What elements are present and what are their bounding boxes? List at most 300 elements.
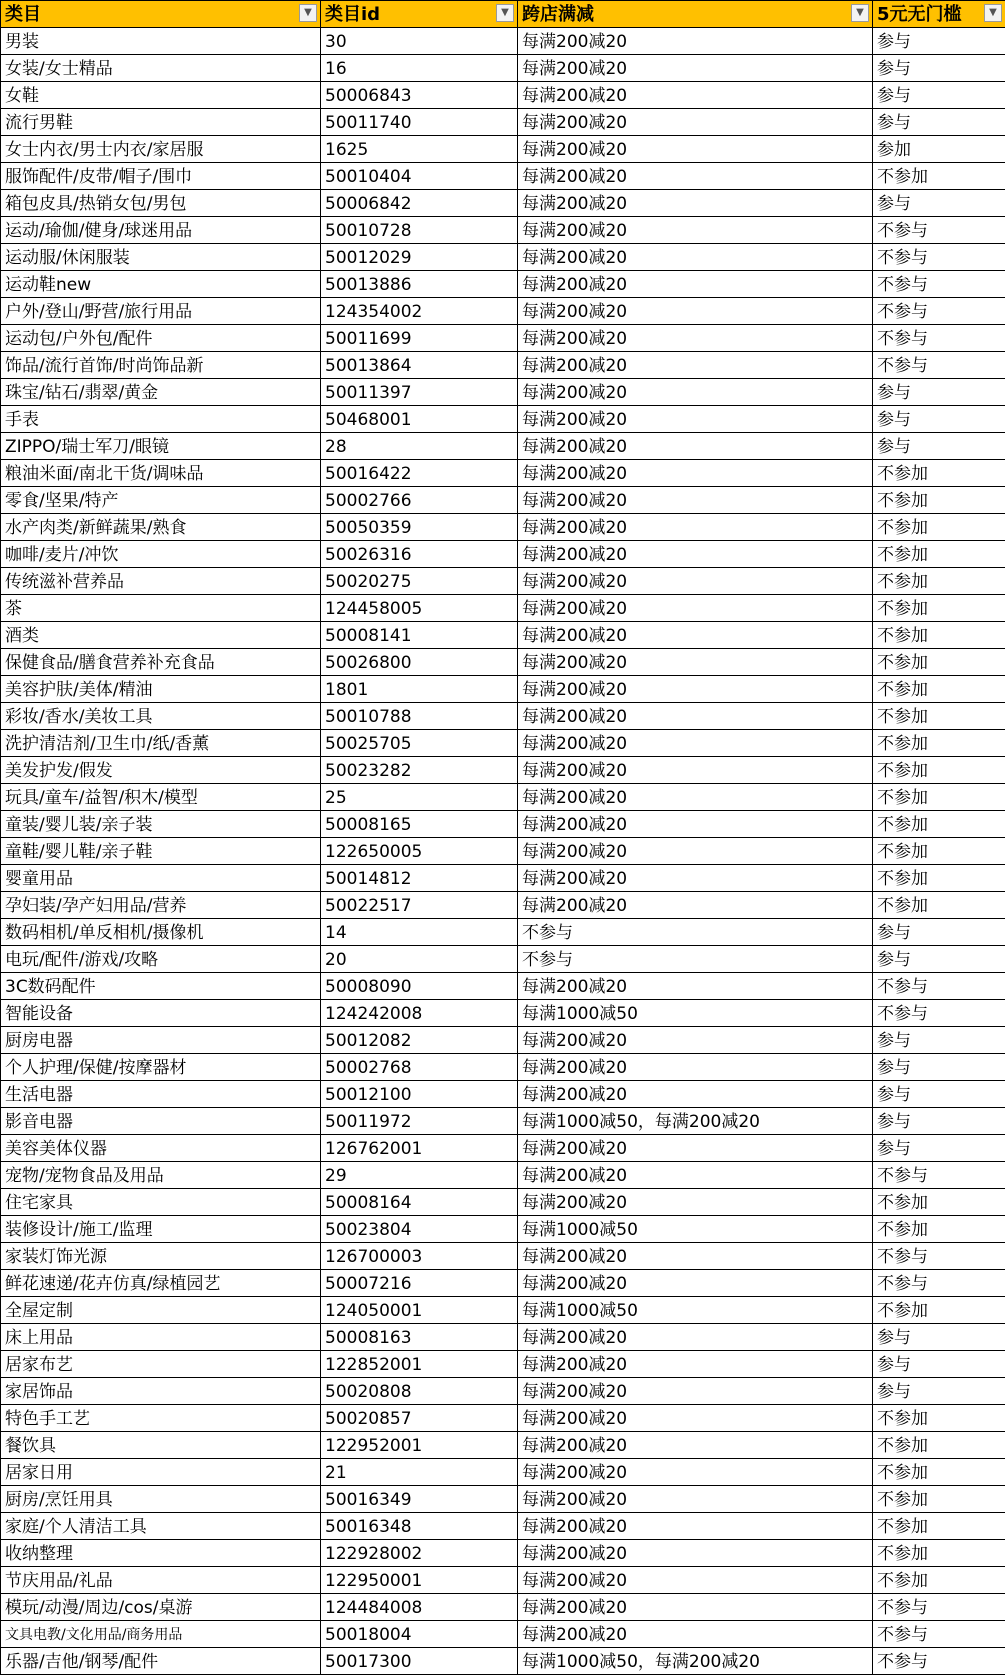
cell-discount[interactable]: 每满200减20	[518, 163, 873, 190]
cell-category-id[interactable]: 1801	[321, 676, 518, 703]
cell-category[interactable]: 酒类	[1, 622, 321, 649]
cell-category-id[interactable]: 122952001	[321, 1432, 518, 1459]
cell-category-id[interactable]: 124458005	[321, 595, 518, 622]
cell-discount[interactable]: 每满200减20	[518, 379, 873, 406]
cell-coupon[interactable]: 参加	[873, 136, 1005, 163]
cell-category[interactable]: 饰品/流行首饰/时尚饰品新	[1, 352, 321, 379]
cell-coupon[interactable]: 参与	[873, 55, 1005, 82]
cell-category-id[interactable]: 122950001	[321, 1567, 518, 1594]
cell-category-id[interactable]: 50012029	[321, 244, 518, 271]
cell-category[interactable]: 模玩/动漫/周边/cos/桌游	[1, 1594, 321, 1621]
cell-category-id[interactable]: 50016349	[321, 1486, 518, 1513]
cell-coupon[interactable]: 不参与	[873, 325, 1005, 352]
cell-category-id[interactable]: 50006842	[321, 190, 518, 217]
cell-coupon[interactable]: 参与	[873, 28, 1005, 55]
cell-discount[interactable]: 每满200减20	[518, 568, 873, 595]
cell-coupon[interactable]: 不参与	[873, 217, 1005, 244]
cell-discount[interactable]: 每满200减20	[518, 82, 873, 109]
cell-discount[interactable]: 每满200减20	[518, 595, 873, 622]
cell-discount[interactable]: 每满200减20	[518, 1081, 873, 1108]
cell-category[interactable]: 茶	[1, 595, 321, 622]
cell-coupon[interactable]: 不参加	[873, 757, 1005, 784]
cell-discount[interactable]: 每满200减20	[518, 298, 873, 325]
cell-coupon[interactable]: 不参加	[873, 460, 1005, 487]
table-row	[1, 1648, 1005, 1675]
cell-category[interactable]: 3C数码配件	[1, 973, 321, 1000]
cell-discount[interactable]: 每满200减20	[518, 1621, 873, 1648]
cell-discount[interactable]: 每满200减20	[518, 1162, 873, 1189]
cell-discount[interactable]: 每满200减20	[518, 487, 873, 514]
header-label: 类目id	[325, 4, 381, 25]
cell-discount[interactable]: 每满200减20	[518, 784, 873, 811]
cell-category-id[interactable]: 50011972	[321, 1108, 518, 1135]
cell-discount[interactable]: 每满200减20	[518, 730, 873, 757]
cell-discount[interactable]: 每满200减20	[518, 1270, 873, 1297]
cell-category[interactable]: 居家日用	[1, 1459, 321, 1486]
table-row	[1, 784, 1005, 811]
cell-category[interactable]: 装修设计/施工/监理	[1, 1216, 321, 1243]
table-row	[1, 244, 1005, 271]
table-row	[1, 1513, 1005, 1540]
cell-coupon[interactable]: 参与	[873, 946, 1005, 973]
cell-coupon[interactable]: 不参与	[873, 1621, 1005, 1648]
cell-category[interactable]: 女装/女士精品	[1, 55, 321, 82]
cell-coupon[interactable]: 不参加	[873, 1216, 1005, 1243]
cell-category-id[interactable]: 50016422	[321, 460, 518, 487]
cell-discount[interactable]: 每满200减20	[518, 1405, 873, 1432]
cell-coupon[interactable]: 不参加	[873, 163, 1005, 190]
cell-discount[interactable]: 每满200减20	[518, 244, 873, 271]
cell-coupon[interactable]: 不参加	[873, 865, 1005, 892]
cell-discount[interactable]: 每满200减20	[518, 622, 873, 649]
table-row	[1, 487, 1005, 514]
cell-discount[interactable]: 每满200减20	[518, 1594, 873, 1621]
cell-category[interactable]: 珠宝/钻石/翡翠/黄金	[1, 379, 321, 406]
table-row	[1, 757, 1005, 784]
cell-category-id[interactable]: 50006843	[321, 82, 518, 109]
cell-category-id[interactable]: 21	[321, 1459, 518, 1486]
cell-category-id[interactable]: 122852001	[321, 1351, 518, 1378]
cell-discount[interactable]: 每满200减20	[518, 703, 873, 730]
cell-discount[interactable]: 每满200减20	[518, 325, 873, 352]
cell-category[interactable]: 节庆用品/礼品	[1, 1567, 321, 1594]
cell-coupon[interactable]: 不参加	[873, 595, 1005, 622]
table-row	[1, 811, 1005, 838]
table-row	[1, 325, 1005, 352]
cell-category[interactable]: 美容护肤/美体/精油	[1, 676, 321, 703]
cell-coupon[interactable]: 参与	[873, 1027, 1005, 1054]
cell-category-id[interactable]: 50010728	[321, 217, 518, 244]
cell-discount[interactable]: 每满200减20	[518, 1567, 873, 1594]
cell-discount[interactable]: 每满200减20	[518, 109, 873, 136]
cell-coupon[interactable]: 不参加	[873, 838, 1005, 865]
table-row	[1, 28, 1005, 55]
cell-category-id[interactable]: 50020857	[321, 1405, 518, 1432]
table-row	[1, 1486, 1005, 1513]
cell-discount[interactable]: 每满200减20	[518, 136, 873, 163]
cell-category[interactable]: 家庭/个人清洁工具	[1, 1513, 321, 1540]
cell-category-id[interactable]: 29	[321, 1162, 518, 1189]
cell-discount[interactable]: 每满1000减50	[518, 1297, 873, 1324]
cell-category[interactable]: 箱包皮具/热销女包/男包	[1, 190, 321, 217]
table-row	[1, 919, 1005, 946]
cell-coupon[interactable]: 不参与	[873, 1648, 1005, 1675]
cell-discount[interactable]: 每满200减20	[518, 1027, 873, 1054]
table-row	[1, 568, 1005, 595]
cell-category[interactable]: 水产肉类/新鲜蔬果/熟食	[1, 514, 321, 541]
cell-category[interactable]: 女士内衣/男士内衣/家居服	[1, 136, 321, 163]
cell-discount[interactable]: 每满200减20	[518, 865, 873, 892]
header-row	[1, 1, 1005, 28]
cell-discount[interactable]: 每满1000减50，每满200减20	[518, 1108, 873, 1135]
cell-discount[interactable]: 每满200减20	[518, 190, 873, 217]
cell-coupon[interactable]: 不参加	[873, 784, 1005, 811]
table-row	[1, 352, 1005, 379]
cell-discount[interactable]: 每满200减20	[518, 811, 873, 838]
header-label: 跨店满减	[522, 4, 594, 25]
cell-category-id[interactable]: 50050359	[321, 514, 518, 541]
cell-discount[interactable]: 每满200减20	[518, 406, 873, 433]
cell-category-id[interactable]: 50026800	[321, 649, 518, 676]
cell-discount[interactable]: 每满1000减50	[518, 1216, 873, 1243]
cell-coupon[interactable]: 参与	[873, 1324, 1005, 1351]
cell-category[interactable]: 洗护清洁剂/卫生巾/纸/香薰	[1, 730, 321, 757]
cell-category-id[interactable]: 50020808	[321, 1378, 518, 1405]
cell-coupon[interactable]: 不参与	[873, 1162, 1005, 1189]
cell-category[interactable]: 咖啡/麦片/冲饮	[1, 541, 321, 568]
table-row	[1, 433, 1005, 460]
cell-category[interactable]: 家居饰品	[1, 1378, 321, 1405]
cell-category[interactable]: 女鞋	[1, 82, 321, 109]
cell-coupon[interactable]: 不参与	[873, 298, 1005, 325]
cell-category[interactable]: 文具电教/文化用品/商务用品	[1, 1621, 321, 1648]
cell-category[interactable]: 运动服/休闲服装	[1, 244, 321, 271]
table-row	[1, 217, 1005, 244]
table-row	[1, 1162, 1005, 1189]
cell-coupon[interactable]: 不参与	[873, 244, 1005, 271]
filter-dropdown-icon[interactable]: ▼	[496, 4, 514, 22]
cell-coupon[interactable]: 不参与	[873, 1270, 1005, 1297]
cell-coupon[interactable]: 参与	[873, 1081, 1005, 1108]
cell-category-id[interactable]: 50018004	[321, 1621, 518, 1648]
table-row	[1, 703, 1005, 730]
cell-discount[interactable]: 每满200减20	[518, 1135, 873, 1162]
cell-category[interactable]: 保健食品/膳食营养补充食品	[1, 649, 321, 676]
cell-category[interactable]: 运动鞋new	[1, 271, 321, 298]
cell-discount[interactable]: 每满200减20	[518, 541, 873, 568]
cell-discount[interactable]: 每满200减20	[518, 649, 873, 676]
cell-coupon[interactable]: 不参与	[873, 1000, 1005, 1027]
cell-discount[interactable]: 每满200减20	[518, 1054, 873, 1081]
table-row	[1, 1405, 1005, 1432]
cell-coupon[interactable]: 不参加	[873, 703, 1005, 730]
table-row	[1, 514, 1005, 541]
cell-category-id[interactable]: 50010788	[321, 703, 518, 730]
cell-category[interactable]: 服饰配件/皮带/帽子/围巾	[1, 163, 321, 190]
cell-category[interactable]: 住宅家具	[1, 1189, 321, 1216]
filter-dropdown-icon[interactable]: ▼	[984, 4, 1002, 22]
cell-coupon[interactable]: 不参加	[873, 649, 1005, 676]
cell-category[interactable]: 手表	[1, 406, 321, 433]
cell-category-id[interactable]: 122650005	[321, 838, 518, 865]
table-row	[1, 595, 1005, 622]
table-row	[1, 1135, 1005, 1162]
cell-discount[interactable]: 每满200减20	[518, 433, 873, 460]
cell-category-id[interactable]: 50008141	[321, 622, 518, 649]
table-row	[1, 298, 1005, 325]
table-row	[1, 1567, 1005, 1594]
table-row	[1, 1243, 1005, 1270]
cell-category[interactable]: 居家布艺	[1, 1351, 321, 1378]
table-row	[1, 1108, 1005, 1135]
cell-category-id[interactable]: 50014812	[321, 865, 518, 892]
table-row	[1, 1216, 1005, 1243]
cell-discount[interactable]: 每满200减20	[518, 1513, 873, 1540]
cell-category-id[interactable]: 50002768	[321, 1054, 518, 1081]
cell-coupon[interactable]: 参与	[873, 82, 1005, 109]
cell-discount[interactable]: 每满200减20	[518, 1432, 873, 1459]
cell-coupon[interactable]: 不参与	[873, 1594, 1005, 1621]
cell-category[interactable]: 童装/婴儿装/亲子装	[1, 811, 321, 838]
cell-discount[interactable]: 每满200减20	[518, 838, 873, 865]
cell-coupon[interactable]: 不参与	[873, 352, 1005, 379]
cell-category-id[interactable]: 50008164	[321, 1189, 518, 1216]
cell-category-id[interactable]: 50010404	[321, 163, 518, 190]
cell-category[interactable]: 床上用品	[1, 1324, 321, 1351]
cell-category-id[interactable]: 50008090	[321, 973, 518, 1000]
cell-category-id[interactable]: 50011740	[321, 109, 518, 136]
cell-category-id[interactable]: 124242008	[321, 1000, 518, 1027]
cell-category-id[interactable]: 50002766	[321, 487, 518, 514]
cell-category[interactable]: 美容美体仪器	[1, 1135, 321, 1162]
cell-category-id[interactable]: 1625	[321, 136, 518, 163]
header-category[interactable]	[1, 1, 321, 28]
cell-category[interactable]: 厨房/烹饪用具	[1, 1486, 321, 1513]
cell-coupon[interactable]: 不参加	[873, 622, 1005, 649]
cell-category[interactable]: 流行男鞋	[1, 109, 321, 136]
cell-discount[interactable]: 每满200减20	[518, 514, 873, 541]
cell-discount[interactable]: 每满200减20	[518, 1243, 873, 1270]
table-row	[1, 406, 1005, 433]
cell-category[interactable]: 户外/登山/野营/旅行用品	[1, 298, 321, 325]
table-row	[1, 55, 1005, 82]
cell-category[interactable]: ZIPPO/瑞士军刀/眼镜	[1, 433, 321, 460]
cell-category-id[interactable]: 126700003	[321, 1243, 518, 1270]
cell-category[interactable]: 个人护理/保健/按摩器材	[1, 1054, 321, 1081]
cell-coupon[interactable]: 参与	[873, 1351, 1005, 1378]
cell-discount[interactable]: 每满200减20	[518, 55, 873, 82]
cell-discount[interactable]: 每满1000减50	[518, 1000, 873, 1027]
cell-coupon[interactable]: 不参加	[873, 514, 1005, 541]
cell-category-id[interactable]: 16	[321, 55, 518, 82]
table-row	[1, 1351, 1005, 1378]
header-5yuan-coupon[interactable]	[873, 1, 1005, 28]
cell-discount[interactable]: 每满200减20	[518, 1189, 873, 1216]
table-row	[1, 730, 1005, 757]
cell-category[interactable]: 玩具/童车/益智/积木/模型	[1, 784, 321, 811]
cell-category[interactable]: 孕妇装/孕产妇用品/营养	[1, 892, 321, 919]
table-row	[1, 1027, 1005, 1054]
table-row	[1, 1270, 1005, 1297]
cell-coupon[interactable]: 不参加	[873, 1297, 1005, 1324]
cell-category-id[interactable]: 50012100	[321, 1081, 518, 1108]
cell-category-id[interactable]: 126762001	[321, 1135, 518, 1162]
cell-category[interactable]: 美发护发/假发	[1, 757, 321, 784]
cell-coupon[interactable]: 参与	[873, 190, 1005, 217]
cell-coupon[interactable]: 不参加	[873, 568, 1005, 595]
cell-discount[interactable]: 每满200减20	[518, 757, 873, 784]
cell-coupon[interactable]: 不参加	[873, 541, 1005, 568]
cell-coupon[interactable]: 不参加	[873, 1189, 1005, 1216]
cell-category-id[interactable]: 14	[321, 919, 518, 946]
cell-category[interactable]: 粮油米面/南北干货/调味品	[1, 460, 321, 487]
cell-coupon[interactable]: 不参与	[873, 271, 1005, 298]
cell-discount[interactable]: 每满200减20	[518, 676, 873, 703]
cell-category-id[interactable]: 50008163	[321, 1324, 518, 1351]
cell-category-id[interactable]: 50026316	[321, 541, 518, 568]
cell-coupon[interactable]: 不参加	[873, 1567, 1005, 1594]
table-row	[1, 82, 1005, 109]
cell-discount[interactable]: 每满200减20	[518, 1459, 873, 1486]
cell-category[interactable]: 影音电器	[1, 1108, 321, 1135]
cell-category-id[interactable]: 25	[321, 784, 518, 811]
cell-discount[interactable]: 每满200减20	[518, 1351, 873, 1378]
cell-category[interactable]: 鲜花速递/花卉仿真/绿植园艺	[1, 1270, 321, 1297]
cell-category[interactable]: 运动/瑜伽/健身/球迷用品	[1, 217, 321, 244]
cell-category-id[interactable]: 50013864	[321, 352, 518, 379]
cell-discount[interactable]: 每满200减20	[518, 1324, 873, 1351]
cell-coupon[interactable]: 不参加	[873, 1540, 1005, 1567]
table-row	[1, 1189, 1005, 1216]
cell-category-id[interactable]: 28	[321, 433, 518, 460]
header-category-id[interactable]	[321, 1, 518, 28]
cell-discount[interactable]: 每满200减20	[518, 892, 873, 919]
cell-category[interactable]: 全屋定制	[1, 1297, 321, 1324]
cell-category[interactable]: 男装	[1, 28, 321, 55]
cell-category-id[interactable]: 50017300	[321, 1648, 518, 1675]
cell-category-id[interactable]: 122928002	[321, 1540, 518, 1567]
cell-coupon[interactable]: 参与	[873, 919, 1005, 946]
cell-coupon[interactable]: 参与	[873, 379, 1005, 406]
cell-category[interactable]: 婴童用品	[1, 865, 321, 892]
cell-category-id[interactable]: 50007216	[321, 1270, 518, 1297]
cell-discount[interactable]: 每满200减20	[518, 1378, 873, 1405]
cell-coupon[interactable]: 不参加	[873, 1486, 1005, 1513]
cell-category[interactable]: 特色手工艺	[1, 1405, 321, 1432]
cell-coupon[interactable]: 不参与	[873, 1243, 1005, 1270]
header-cross-store-discount[interactable]	[518, 1, 873, 28]
cell-discount[interactable]: 不参与	[518, 919, 873, 946]
cell-discount[interactable]: 每满200减20	[518, 460, 873, 487]
table-row	[1, 1594, 1005, 1621]
cell-category-id[interactable]: 124484008	[321, 1594, 518, 1621]
table-row	[1, 1081, 1005, 1108]
cell-category[interactable]: 智能设备	[1, 1000, 321, 1027]
cell-category[interactable]: 零食/坚果/特产	[1, 487, 321, 514]
table-row	[1, 271, 1005, 298]
cell-category-id[interactable]: 50023804	[321, 1216, 518, 1243]
cell-coupon[interactable]: 不参加	[873, 1432, 1005, 1459]
table-row	[1, 541, 1005, 568]
cell-category-id[interactable]: 30	[321, 28, 518, 55]
cell-coupon[interactable]: 不参加	[873, 730, 1005, 757]
cell-category-id[interactable]: 50008165	[321, 811, 518, 838]
cell-discount[interactable]: 每满200减20	[518, 217, 873, 244]
cell-category-id[interactable]: 50016348	[321, 1513, 518, 1540]
cell-discount[interactable]: 每满200减20	[518, 1486, 873, 1513]
cell-coupon[interactable]: 不参加	[873, 487, 1005, 514]
cell-discount[interactable]: 不参与	[518, 946, 873, 973]
filter-dropdown-icon[interactable]: ▼	[299, 4, 317, 22]
table-row	[1, 190, 1005, 217]
cell-category[interactable]: 家装灯饰光源	[1, 1243, 321, 1270]
cell-coupon[interactable]: 参与	[873, 1135, 1005, 1162]
cell-category-id[interactable]: 50011699	[321, 325, 518, 352]
filter-dropdown-icon[interactable]: ▼	[851, 4, 869, 22]
cell-category-id[interactable]: 50020275	[321, 568, 518, 595]
cell-category[interactable]: 彩妆/香水/美妆工具	[1, 703, 321, 730]
cell-category[interactable]: 电玩/配件/游戏/攻略	[1, 946, 321, 973]
cell-discount[interactable]: 每满200减20	[518, 271, 873, 298]
table-row	[1, 1432, 1005, 1459]
cell-coupon[interactable]: 不参加	[873, 676, 1005, 703]
cell-coupon[interactable]: 不参加	[873, 1513, 1005, 1540]
cell-category[interactable]: 乐器/吉他/钢琴/配件	[1, 1648, 321, 1675]
cell-category[interactable]: 童鞋/婴儿鞋/亲子鞋	[1, 838, 321, 865]
cell-coupon[interactable]: 不参加	[873, 811, 1005, 838]
cell-discount[interactable]: 每满200减20	[518, 28, 873, 55]
table-row	[1, 1621, 1005, 1648]
cell-category-id[interactable]: 50013886	[321, 271, 518, 298]
cell-category-id[interactable]: 50468001	[321, 406, 518, 433]
cell-category-id[interactable]: 50011397	[321, 379, 518, 406]
table-row	[1, 1459, 1005, 1486]
cell-discount[interactable]: 每满200减20	[518, 352, 873, 379]
cell-coupon[interactable]: 参与	[873, 1378, 1005, 1405]
cell-coupon[interactable]: 参与	[873, 433, 1005, 460]
cell-category-id[interactable]: 50022517	[321, 892, 518, 919]
cell-category-id[interactable]: 20	[321, 946, 518, 973]
cell-category[interactable]: 宠物/宠物食品及用品	[1, 1162, 321, 1189]
cell-coupon[interactable]: 不参加	[873, 1405, 1005, 1432]
cell-coupon[interactable]: 不参加	[873, 1459, 1005, 1486]
cell-discount[interactable]: 每满1000减50，每满200减20	[518, 1648, 873, 1675]
cell-coupon[interactable]: 参与	[873, 1054, 1005, 1081]
table-row	[1, 1378, 1005, 1405]
cell-category[interactable]: 厨房电器	[1, 1027, 321, 1054]
cell-category-id[interactable]: 124050001	[321, 1297, 518, 1324]
cell-category[interactable]: 运动包/户外包/配件	[1, 325, 321, 352]
cell-discount[interactable]: 每满200减20	[518, 1540, 873, 1567]
cell-category-id[interactable]: 50012082	[321, 1027, 518, 1054]
cell-discount[interactable]: 每满200减20	[518, 973, 873, 1000]
cell-category-id[interactable]: 50023282	[321, 757, 518, 784]
cell-category[interactable]: 传统滋补营养品	[1, 568, 321, 595]
cell-category[interactable]: 生活电器	[1, 1081, 321, 1108]
cell-coupon[interactable]: 参与	[873, 406, 1005, 433]
cell-category[interactable]: 数码相机/单反相机/摄像机	[1, 919, 321, 946]
cell-coupon[interactable]: 参与	[873, 109, 1005, 136]
cell-category-id[interactable]: 50025705	[321, 730, 518, 757]
table-row	[1, 676, 1005, 703]
cell-coupon[interactable]: 参与	[873, 1108, 1005, 1135]
cell-category-id[interactable]: 124354002	[321, 298, 518, 325]
cell-category[interactable]: 餐饮具	[1, 1432, 321, 1459]
cell-coupon[interactable]: 不参与	[873, 973, 1005, 1000]
cell-category[interactable]: 收纳整理	[1, 1540, 321, 1567]
table-row	[1, 865, 1005, 892]
cell-coupon[interactable]: 不参加	[873, 892, 1005, 919]
